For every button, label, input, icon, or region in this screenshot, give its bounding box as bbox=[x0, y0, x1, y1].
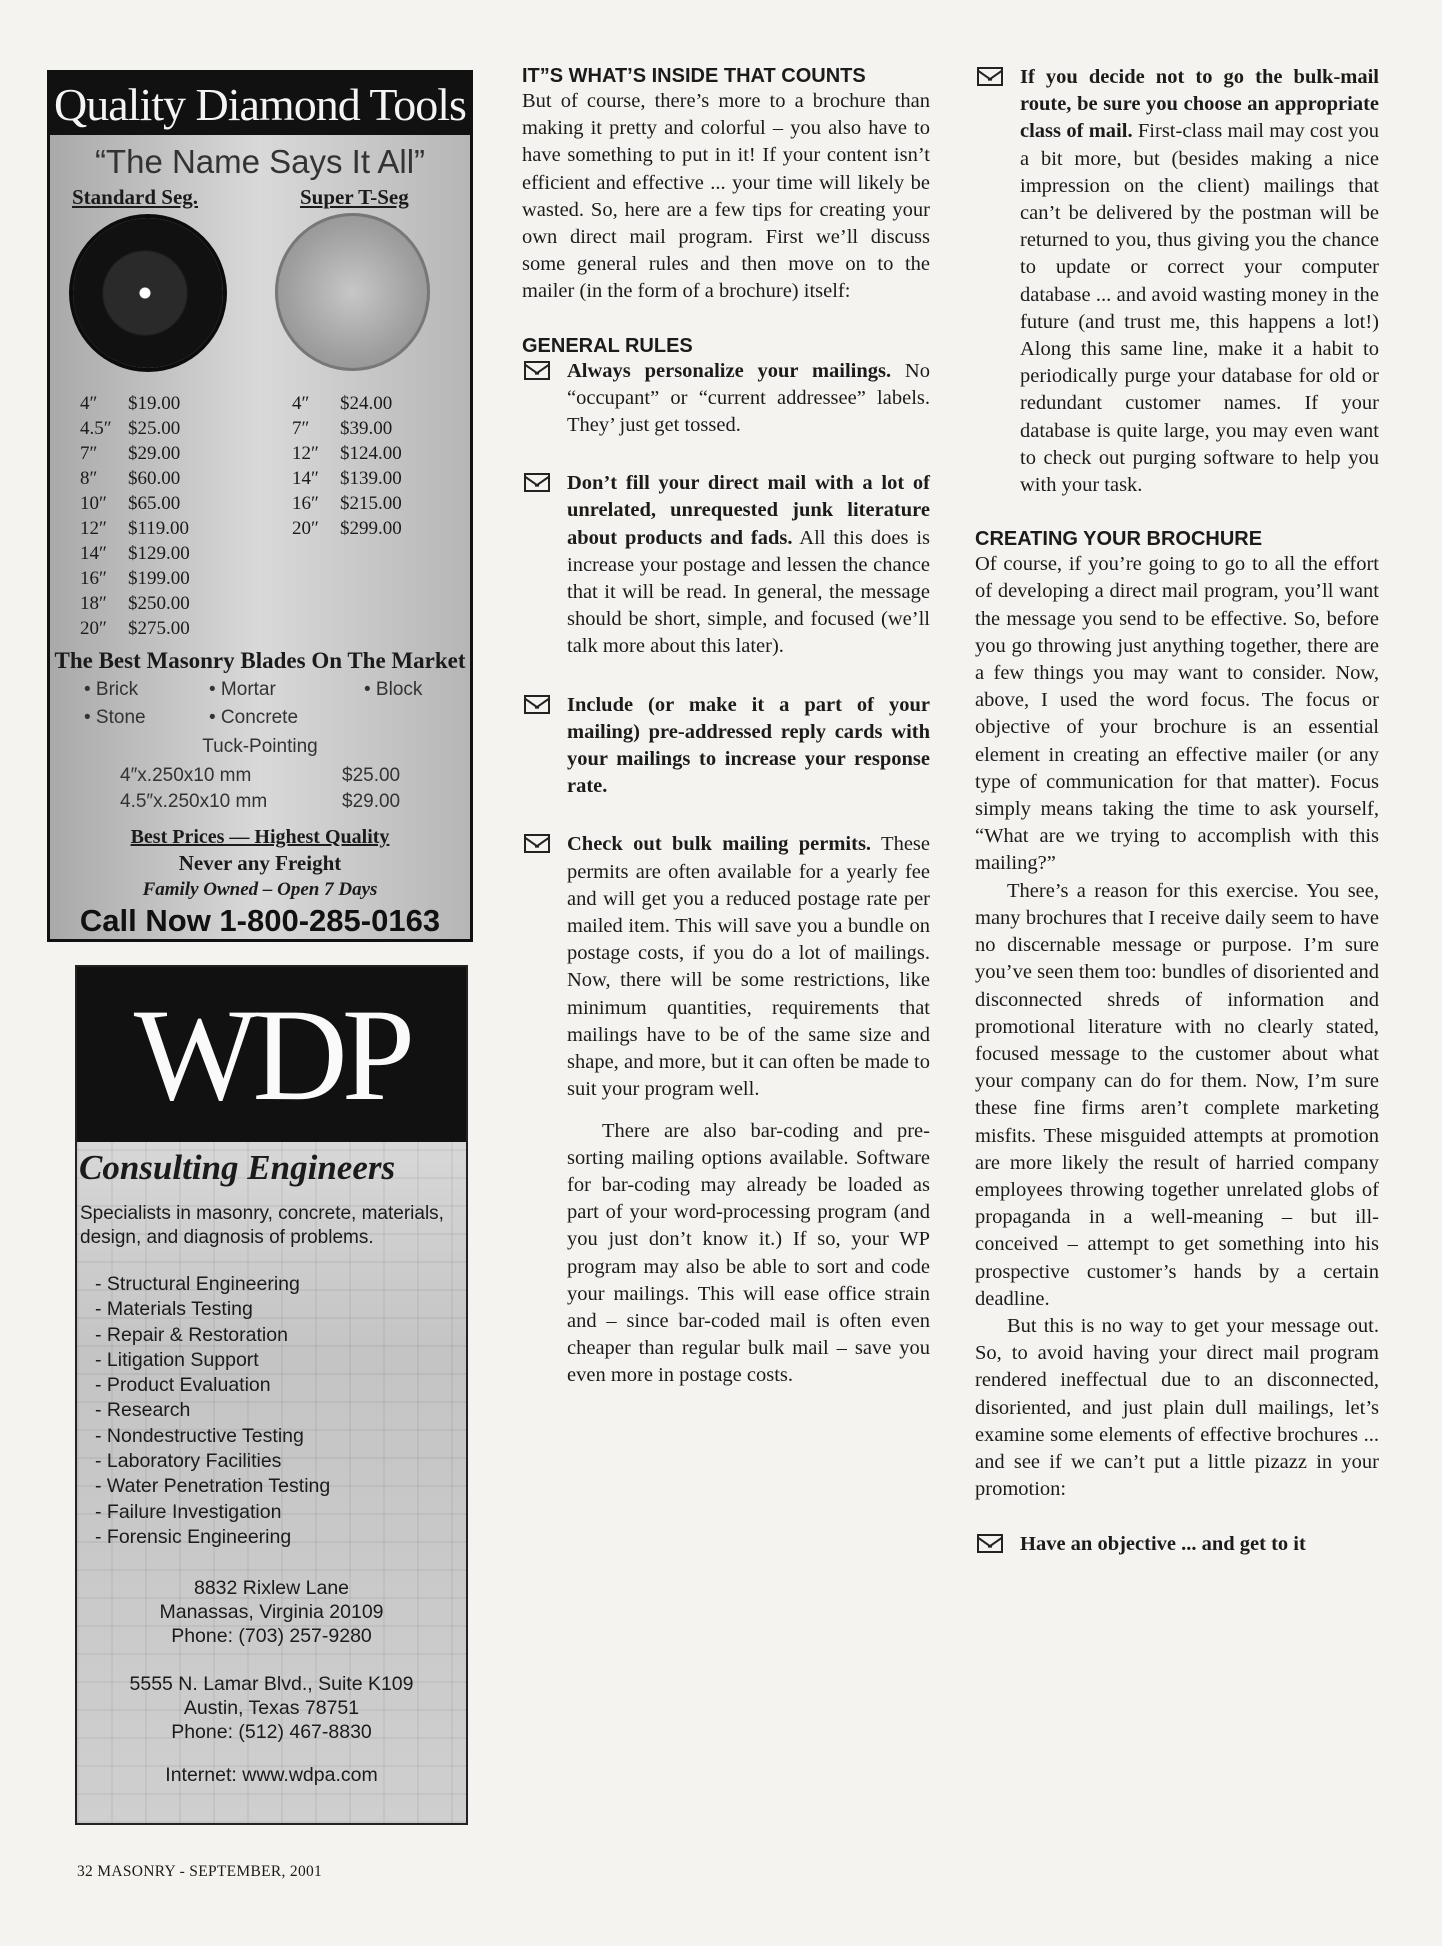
price-row: 4″ $24.00 bbox=[292, 393, 393, 414]
list-item: - Laboratory Facilities bbox=[95, 1449, 466, 1474]
article-column-1 bbox=[522, 64, 930, 1390]
material-item: • Stone bbox=[84, 707, 146, 728]
envelope-icon bbox=[977, 67, 1003, 86]
tip-mail-class: If you decide not to go the bulk-mail route, be sure you choose an appropriate class of mail. First-class mail may cost you a bit more, but (besides making a nice impression on the client) mailings that can’t be delivered by the postman will be returned to you, thus giving you the chance to update or correct your computer database ... and avoid wasting money in the future (and trust me, this happens a lot!) Along this same line, make it a habit to periodically purge your database for old or redundant customer names. If your database is quite large, you may even want to check out purging software to help you with your task. bbox=[975, 64, 1379, 499]
wdp-website: Internet: www.wdpa.com bbox=[165, 1764, 378, 1787]
call-phone-number: Call Now 1-800-285-0163 bbox=[79, 903, 441, 938]
price-row: 10″ $65.00 bbox=[80, 493, 181, 514]
list-item: - Structural Engineering bbox=[95, 1272, 466, 1297]
wdp-services-list bbox=[95, 1272, 466, 1550]
envelope-icon bbox=[524, 695, 550, 714]
price-row: 4.5″ $25.00 bbox=[80, 418, 181, 439]
tuck-row: 4.5″x.250x10 mm $29.00 bbox=[120, 791, 401, 812]
list-item: - Research bbox=[95, 1398, 466, 1423]
price-row: 7″ $39.00 bbox=[292, 418, 393, 439]
envelope-icon bbox=[977, 1534, 1003, 1553]
article-column-2 bbox=[975, 64, 1379, 1559]
super-blade-image bbox=[275, 213, 430, 371]
wdp-office-texas: 5555 N. Lamar Blvd., Suite K109 Austin, Texas 78751 Phone: (512) 467-8830 bbox=[129, 1673, 414, 1744]
wdp-specialists-text: Specialists in masonry, concrete, materials, design, and diagnosis of problems. bbox=[80, 1203, 444, 1248]
standard-price-list bbox=[80, 391, 190, 641]
price-row: 16″ $215.00 bbox=[292, 493, 402, 514]
price-row: 20″ $275.00 bbox=[80, 618, 190, 639]
standard-blade-image bbox=[73, 218, 223, 368]
best-prices-line: Best Prices — Highest Quality bbox=[130, 826, 390, 848]
page-footer: 32 MASONRY - SEPTEMBER, 2001 bbox=[77, 1863, 323, 1880]
standard-seg-label: Standard Seg. bbox=[72, 185, 199, 209]
heading-inside-counts: IT”S WHAT’S INSIDE THAT COUNTS bbox=[522, 65, 866, 87]
heading-general-rules: GENERAL RULES bbox=[522, 334, 693, 357]
price-row: 7″ $29.00 bbox=[80, 443, 181, 464]
materials-list bbox=[84, 676, 422, 732]
material-item: • Brick bbox=[84, 679, 139, 700]
price-row: 4″ $19.00 bbox=[80, 393, 181, 414]
wdp-subtitle: Consulting Engineers bbox=[79, 1148, 396, 1187]
envelope-icon bbox=[524, 473, 550, 492]
list-item: - Nondestructive Testing bbox=[95, 1424, 466, 1449]
envelope-icon bbox=[524, 834, 550, 853]
wdp-office-virginia: 8832 Rixlew Lane Manassas, Virginia 20109 Phone: (703) 257-9280 bbox=[159, 1577, 384, 1648]
diamond-ad-tagline: “The Name Says It All” bbox=[94, 143, 426, 180]
price-row: 18″ $250.00 bbox=[80, 593, 190, 614]
price-row: 20″ $299.00 bbox=[292, 518, 402, 539]
price-row: 12″ $119.00 bbox=[80, 518, 190, 539]
brochure-paragraph-1: Of course, if you’re going to go to all the effort of developing a direct mail program, you’ll want the message you send to be effective. So, before you go throwing just anything together, there are a few things you may want to consider. Now, above, I used the word focus. The focus or objective of your brochure is an essential element in creating an effective mailer (or any type of communication for that matter). Focus simply means taking the time to ask yourself, “What are we trying to accomplish with this mailing?” bbox=[975, 553, 1379, 875]
super-seg-label: Super T-Seg bbox=[300, 185, 409, 209]
material-item: • Concrete bbox=[209, 707, 299, 728]
tip-junk: Don’t fill your direct mail with a lot of unrelated, unrequested junk literature about products and fads. All this does is increase your postage and lessen the chance that it will be read. In general, the message should be short, simple, and focused (we’ll talk more about this later). bbox=[522, 470, 930, 660]
list-item: - Water Penetration Testing bbox=[95, 1474, 466, 1499]
list-item: - Materials Testing bbox=[95, 1297, 466, 1322]
material-item: • Block bbox=[364, 679, 423, 700]
freight-line: Never any Freight bbox=[178, 851, 342, 875]
diamond-ad-title: Quality Diamond Tools bbox=[50, 73, 470, 135]
price-row: 14″ $129.00 bbox=[80, 543, 190, 564]
material-item: • Mortar bbox=[209, 679, 276, 700]
brochure-paragraph-2: There’s a reason for this exercise. You see, many brochures that I receive daily seem to have no discernable message or purpose. I’m sure you’ve seen them too: bundles of disoriented and disconnected shreds of information and promotional literature with no clearly stated, focused message to the customer about what your company can do for them. Now, I’m sure these fine firms aren’t complete marketing misfits. These misguided attempts at promotion are more likely the result of harried company employees throwing together unrelated globs of propaganda in a well-meaning – but ill-conceived – attempt to get something into his prospective customer’s hands by a certain deadline. bbox=[975, 879, 1379, 1310]
diamond-tools-ad bbox=[47, 70, 473, 942]
envelope-icon bbox=[524, 361, 550, 380]
list-item: - Forensic Engineering bbox=[95, 1525, 466, 1550]
intro-paragraph: But of course, there’s more to a brochure than making it pretty and colorful – you also have to have something to put in it! If your content isn’t efficient and effective ... your time will likely be wasted. So, here are a few tips for creating your own direct mail program. First we’ll discuss some general rules and then move on to the mailer (in the form of a brochure) itself: bbox=[522, 90, 930, 303]
market-line: The Best Masonry Blades On The Market bbox=[54, 648, 466, 673]
wdp-logo: WDP bbox=[77, 967, 466, 1142]
price-row: 8″ $60.00 bbox=[80, 468, 181, 489]
list-item: - Litigation Support bbox=[95, 1348, 466, 1373]
tip-personalize: Always personalize your mailings. No “occupant” or “current addressee” labels. They’ just get tossed. bbox=[522, 358, 930, 440]
brochure-paragraph-3: But this is no way to get your message out. So, to avoid having your direct mail program rendered ineffectual due to an disconnected, disoriented, and just plain dull mailings, let’s examine some elements of effective brochures ... and see if we can’t put a little pizazz in your promotion: bbox=[975, 1314, 1379, 1501]
wdp-ad bbox=[75, 965, 468, 1825]
tip-reply-cards: Include (or make it a part of your mailing) pre-addressed reply cards with your mailings to increase your response rate. bbox=[522, 692, 930, 801]
price-row: 16″ $199.00 bbox=[80, 568, 190, 589]
barcoding-paragraph: There are also bar-coding and pre-sorting mailing options available. Software for bar-coding may already be loaded as part of your word-processing program (and you just don’t know it.) If so, your WP program may also be able to sort and code your mailings. This will ease office strain and – since bar-coded mail is often even cheaper than regular bulk mail – save you even more in postage costs. bbox=[567, 1119, 930, 1387]
tip-objective: Have an objective ... and get to it bbox=[975, 1531, 1379, 1558]
tip-bulk-permits: Check out bulk mailing permits. These permits are often available for a yearly fee and will get you a reduced postage rate per mailed item. This will save you a bundle on postage costs, if you do a lot of mailings. Now, there will be some restrictions, like minimum quantities, requirements that mailings have to be of the same size and shape, and more, but it can often be made to suit your program well. bbox=[522, 831, 930, 1103]
super-price-list bbox=[292, 391, 402, 541]
price-row: 14″ $139.00 bbox=[292, 468, 402, 489]
family-line: Family Owned – Open 7 Days bbox=[142, 879, 378, 900]
tuck-pointing-label: Tuck-Pointing bbox=[202, 736, 318, 757]
price-row: 12″ $124.00 bbox=[292, 443, 402, 464]
list-item: - Product Evaluation bbox=[95, 1373, 466, 1398]
tuck-row: 4″x.250x10 mm $25.00 bbox=[120, 765, 401, 786]
list-item: - Failure Investigation bbox=[95, 1500, 466, 1525]
heading-creating-brochure: CREATING YOUR BROCHURE bbox=[975, 528, 1263, 551]
list-item: - Repair & Restoration bbox=[95, 1323, 466, 1348]
